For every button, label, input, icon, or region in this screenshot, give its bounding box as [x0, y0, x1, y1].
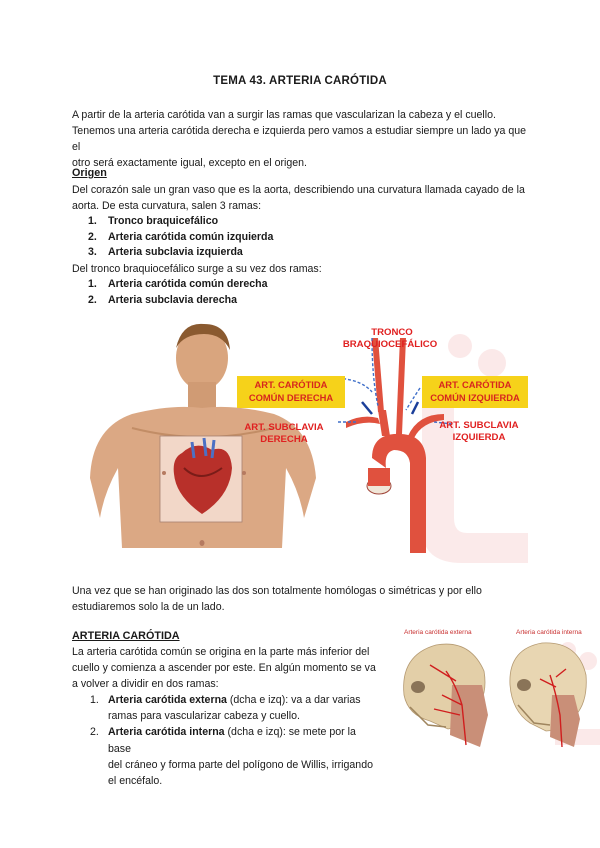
list-item	[88, 230, 273, 246]
list-text: Arteria subclavia derecha	[108, 293, 237, 306]
list-item	[90, 724, 378, 789]
list-number: 1.	[88, 215, 97, 227]
intro-line: A partir de la arteria carótida van a surgir las ramas que vascularizan la cabeza y el cuello.	[72, 109, 496, 121]
section-heading-origen: Origen	[72, 167, 107, 179]
label-subclavia-d: ART. SUBCLAVIA	[244, 422, 324, 433]
carotida-branches-list	[90, 692, 378, 789]
label-ccd: ART. CARÓTIDA	[254, 379, 328, 390]
list-item	[88, 214, 273, 230]
carotida-line: a volver a dividir en dos ramas:	[72, 678, 219, 691]
label-subclavia-d: DERECHA	[260, 434, 308, 445]
list-number: 1.	[88, 278, 97, 290]
list-number: 3.	[88, 246, 97, 258]
list-number: 2.	[88, 230, 97, 243]
intro-line: Tenemos una arteria carótida derecha e izquierda pero vamos a estudiar siempre un lado ya que el	[72, 125, 527, 153]
list-text: del cráneo y forma parte del polígono de Willis, irrigando	[108, 758, 373, 771]
label-tronco: TRONCO	[371, 327, 413, 338]
list-text: Arteria subclavia izquierda	[108, 246, 243, 258]
label-subclavia-i: IZQUIERDA	[452, 432, 506, 443]
page-title: TEMA 43. ARTERIA CARÓTIDA	[213, 75, 387, 87]
origen-paragraph	[72, 182, 532, 214]
list-text: (dcha e izq): va a dar varias	[226, 694, 361, 706]
caption-externa: Arteria carótida externa	[404, 629, 472, 636]
label-cci: COMÚN IZQUIERDA	[430, 392, 520, 403]
list-number: 1.	[90, 694, 99, 706]
tronco-paragraph: Del tronco braquiocefálico surge a su vez dos ramas:	[72, 263, 322, 275]
homologas-paragraph	[72, 583, 532, 615]
label-subclavia-i: ART. SUBCLAVIA	[439, 420, 519, 431]
origen-line: aorta. De esta curvatura, salen 3 ramas:	[72, 200, 262, 212]
section-heading-carotida: ARTERIA CARÓTIDA	[72, 630, 180, 642]
aorta-branches-list	[88, 214, 273, 261]
homologas-line: Una vez que se han originado las dos son totalmente homólogas o simétricas y por ello	[72, 585, 482, 597]
label-ccd: COMÚN DERECHA	[248, 392, 334, 403]
label-tronco: BRAQUIOCEFÁLICO	[342, 339, 438, 350]
list-text: ramas para vascularizar cabeza y cuello.	[108, 710, 300, 723]
aortic-arch-figure	[72, 318, 528, 573]
list-item	[88, 245, 273, 261]
list-item	[88, 277, 268, 293]
carotida-paragraph	[72, 644, 378, 693]
list-number: 2.	[88, 293, 97, 306]
homologas-line: estudiaremos solo la de un lado.	[72, 601, 225, 613]
caption-interna: Arteria carótida interna	[516, 629, 582, 636]
tronco-branches-list	[88, 277, 268, 308]
list-bold-term: Arteria carótida interna	[108, 726, 225, 739]
list-text: Tronco braquicefálico	[108, 215, 219, 227]
intro-line: otro será exactamente igual, excepto en el origen.	[72, 157, 307, 169]
label-cci: ART. CARÓTIDA	[438, 379, 512, 390]
list-text: (dcha e izq): se mete por la base	[108, 726, 356, 755]
carotida-line: cuello y comienza a ascender por este. En algún momento se va	[72, 662, 376, 675]
list-item	[90, 692, 378, 724]
list-item	[88, 293, 268, 309]
list-text: Arteria carótida común derecha	[108, 278, 268, 290]
list-text: el encéfalo.	[108, 775, 163, 788]
list-bold-term: Arteria carótida externa	[108, 694, 227, 706]
skull-figure	[390, 625, 600, 755]
intro-paragraph	[72, 107, 532, 171]
list-text: Arteria carótida común izquierda	[108, 230, 274, 243]
origen-line: Del corazón sale un gran vaso que es la aorta, describiendo una curvatura llamada cayado de la	[72, 184, 525, 196]
list-number: 2.	[90, 726, 99, 739]
carotida-line: La arteria carótida común se origina en la parte más inferior del	[72, 646, 370, 658]
